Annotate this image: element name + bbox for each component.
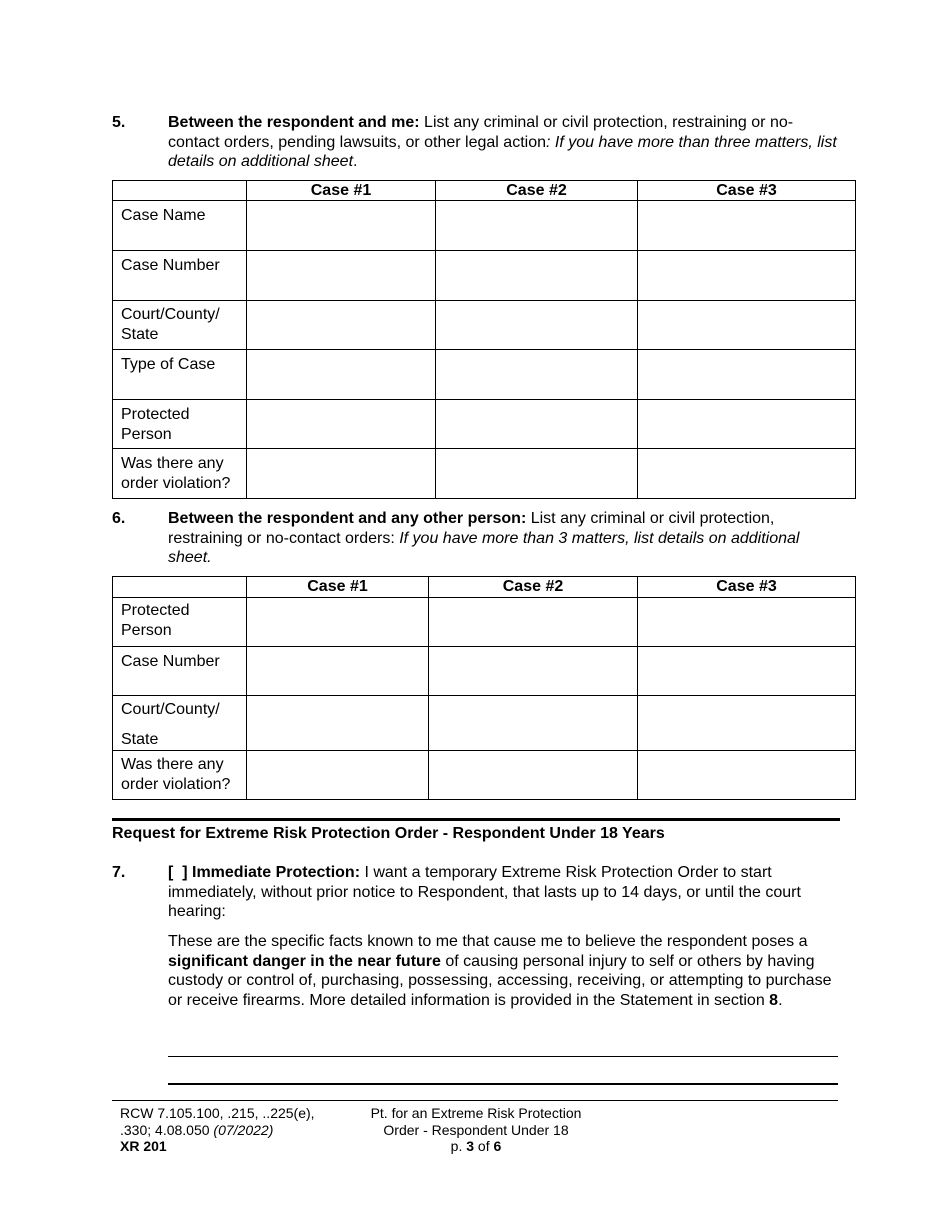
case-number-field-2[interactable] — [429, 647, 638, 696]
section-6-text: List any criminal or civil protection, restraining or no-contact orders: — [168, 510, 775, 547]
footer-rcw-line-1: RCW 7.105.100, .215, ..225(e), — [120, 1105, 315, 1121]
footer-title — [360, 1105, 592, 1155]
case-number-field-2[interactable] — [436, 251, 638, 301]
type-field-1[interactable] — [247, 350, 436, 400]
section-5-lead: Between the respondent and me: — [168, 114, 420, 131]
section-6-table — [112, 576, 856, 800]
case-name-field-1[interactable] — [247, 201, 436, 251]
section-7-lead: Immediate Protection: — [192, 864, 361, 881]
specific-facts-paragraph — [168, 932, 840, 1010]
court-label-line-1: Court/County/ — [121, 701, 220, 718]
header-blank — [113, 181, 247, 201]
section-5-tail: . — [353, 153, 358, 170]
violation-field-1[interactable] — [247, 751, 429, 800]
footer-page-number: 3 — [466, 1138, 475, 1154]
row-label-case-name: Case Name — [113, 201, 247, 251]
protected-field-1[interactable] — [247, 400, 436, 449]
footer-page-prefix: p. — [450, 1138, 467, 1154]
case-number-field-3[interactable] — [638, 647, 856, 696]
case-number-field-1[interactable] — [247, 647, 429, 696]
immediate-protection-checkbox[interactable]: [ ] — [168, 864, 188, 881]
footer-rcw — [120, 1105, 360, 1155]
section-6-italic-note: If you have more than 3 matters, list details on additional sheet. — [168, 529, 800, 566]
footer-title-line-2: Order - Respondent Under 18 — [383, 1121, 569, 1138]
row-label-protected-person: Protected Person — [113, 400, 247, 449]
facts-write-line-1[interactable] — [168, 1056, 838, 1057]
court-field-1[interactable] — [247, 301, 436, 350]
row-label-case-number: Case Number — [113, 647, 247, 696]
row-label-case-number: Case Number — [113, 251, 247, 301]
violation-field-3[interactable] — [638, 449, 856, 499]
facts-write-line-2[interactable] — [168, 1083, 838, 1085]
header-case-1: Case #1 — [247, 181, 436, 201]
court-label-line-2: State — [121, 730, 159, 748]
protected-field-2[interactable] — [429, 598, 638, 647]
section-5-number: 5. — [112, 114, 126, 131]
row-label-type-of-case: Type of Case — [113, 350, 247, 400]
court-field-2[interactable] — [436, 301, 638, 350]
footer-page-of: of — [474, 1138, 494, 1154]
section-6-intro — [168, 509, 828, 568]
header-case-3: Case #3 — [638, 181, 856, 201]
section-6-number: 6. — [112, 510, 126, 527]
row-label-order-violation: Was there any order violation? — [113, 449, 247, 499]
footer-rule — [112, 1100, 838, 1101]
section-7-intro — [168, 863, 828, 922]
facts-end: . — [778, 991, 783, 1009]
section-5-text: List any criminal or civil protection, restraining or no-contact orders, pending lawsuits, or other legal action — [168, 114, 794, 151]
footer-rcw-text: .330; 4.08.050 — [120, 1121, 214, 1138]
request-title: Request for Extreme Risk Protection Order - Respondent Under 18 Years — [112, 825, 665, 842]
violation-field-1[interactable] — [247, 449, 436, 499]
type-field-2[interactable] — [436, 350, 638, 400]
header-case-2: Case #2 — [429, 577, 638, 598]
facts-text-b: of causing personal injury to self or others by having custody or control of, purchasing, possessing, accessing, receiving, or attempting to purchase or receive firearms. More detailed information is provided in the Statement in section — [168, 952, 832, 1009]
facts-bold: significant danger in the near future — [168, 952, 441, 970]
section-7-text: I want a temporary Extreme Risk Protection Order to start immediately, without prior notice to Respondent, that lasts up to 14 days, or until the court hearing: — [168, 864, 801, 920]
header-case-3: Case #3 — [638, 577, 856, 598]
violation-field-3[interactable] — [638, 751, 856, 800]
court-field-3[interactable] — [638, 696, 856, 751]
protected-field-3[interactable] — [638, 598, 856, 647]
case-number-field-3[interactable] — [638, 251, 856, 301]
section-6-lead: Between the respondent and any other person: — [168, 510, 527, 527]
violation-field-2[interactable] — [429, 751, 638, 800]
footer-page — [360, 1138, 592, 1155]
header-case-1: Case #1 — [247, 577, 429, 598]
case-name-field-2[interactable] — [436, 201, 638, 251]
row-label-court-county-state: Court/County/ State — [113, 301, 247, 350]
violation-field-2[interactable] — [436, 449, 638, 499]
court-field-3[interactable] — [638, 301, 856, 350]
facts-text-a: These are the specific facts known to me that cause me to believe the respondent poses a — [168, 933, 808, 950]
section-divider — [112, 818, 840, 821]
section-5-intro — [168, 113, 840, 172]
court-field-1[interactable] — [247, 696, 429, 751]
case-name-field-3[interactable] — [638, 201, 856, 251]
type-field-3[interactable] — [638, 350, 856, 400]
section-5-table — [112, 180, 856, 499]
protected-field-2[interactable] — [436, 400, 638, 449]
court-field-2[interactable] — [429, 696, 638, 751]
protected-field-1[interactable] — [247, 598, 429, 647]
footer-form-id: XR 201 — [120, 1138, 167, 1154]
footer-title-line-1: Pt. for an Extreme Risk Protection — [370, 1105, 582, 1121]
footer-rcw-line-2 — [120, 1122, 360, 1139]
row-label-order-violation: Was there any order violation? — [113, 751, 247, 800]
header-case-2: Case #2 — [436, 181, 638, 201]
case-number-field-1[interactable] — [247, 251, 436, 301]
protected-field-3[interactable] — [638, 400, 856, 449]
header-blank — [113, 577, 247, 598]
row-label-court-county-state — [113, 696, 247, 751]
row-label-protected-person: Protected Person — [113, 598, 247, 647]
footer-rcw-date: (07/2022) — [213, 1121, 274, 1138]
facts-section-ref: 8 — [769, 991, 779, 1009]
section-7-number: 7. — [112, 864, 126, 881]
section-5-italic-note: : If you have more than three matters, list details on additional sheet — [168, 133, 837, 170]
footer-page-total: 6 — [493, 1138, 502, 1154]
